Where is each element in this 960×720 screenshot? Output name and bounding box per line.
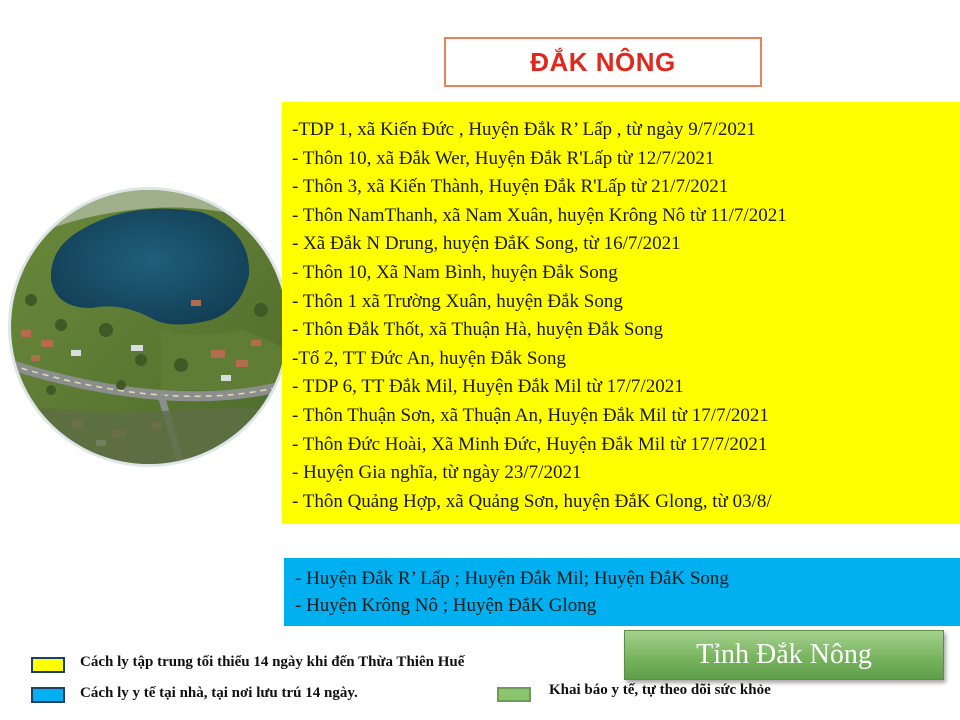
list-item: - Thôn NamThanh, xã Nam Xuân, huyện Krông Nô từ 11/7/2021 [292,204,787,226]
list-item: - Xã Đắk N Drung, huyện ĐắK Song, từ 16/7/2021 [292,233,681,255]
list-item: - Thôn 1 xã Trường Xuân, huyện Đắk Song [292,290,623,312]
title-box [444,37,762,87]
province-button[interactable] [624,630,944,680]
list-item: - Thôn 3, xã Kiến Thành, Huyện Đắk R'Lấp từ 21/7/2021 [292,176,729,198]
list-item: - Huyện Krông Nô ; Huyện ĐắK Glong [295,595,597,616]
lake-aerial-image [11,190,287,464]
list-item: - Huyện Đắk R’ Lấp ; Huyện Đắk Mil; Huyện ĐắK Song [295,568,729,589]
legend-green-label: Khai báo y tế, tự theo dõi sức khỏe [549,682,771,698]
list-item: -Tổ 2, TT Đức An, huyện Đắk Song [292,347,566,369]
list-item: - Thôn Đức Hoài, Xã Minh Đức, Huyện Đắk Mil từ 17/7/2021 [292,433,768,455]
legend-blue-swatch [31,687,65,703]
list-item: - Thôn 10, Xã Nam Bình, huyện Đắk Song [292,261,618,283]
legend-yellow-label: Cách ly tập trung tối thiểu 14 ngày khi đến Thừa Thiên Huế [80,654,465,670]
legend-yellow-swatch [31,657,65,673]
list-item: -TDP 1, xã Kiến Đức , Huyện Đắk R’ Lấp , từ ngày 9/7/2021 [292,119,756,140]
yellow-zone-list [282,102,960,524]
lake-aerial-photo [8,187,290,467]
list-item: - Huyện Gia nghĩa, từ ngày 23/7/2021 [292,462,582,484]
list-item: - Thôn Thuận Sơn, xã Thuận An, Huyện Đắk Mil từ 17/7/2021 [292,404,769,426]
blue-zone-list [284,558,960,626]
list-item: - TDP 6, TT Đắk Mil, Huyện Đắk Mil từ 17/7/2021 [292,376,684,398]
legend-green-swatch [497,687,531,702]
list-item: - Thôn Quảng Hợp, xã Quảng Sơn, huyện ĐắK Glong, từ 03/8/ [292,490,772,512]
legend-blue-label: Cách ly y tế tại nhà, tại nơi lưu trú 14 ngày. [80,685,358,701]
list-item: - Thôn Đắk Thốt, xã Thuận Hà, huyện Đắk Song [292,319,663,341]
page-title: ĐẮK NÔNG [530,46,676,77]
province-button-label: Tỉnh Đắk Nông [696,639,872,670]
list-item: - Thôn 10, xã Đắk Wer, Huyện Đắk R'Lấp từ 12/7/2021 [292,147,715,169]
